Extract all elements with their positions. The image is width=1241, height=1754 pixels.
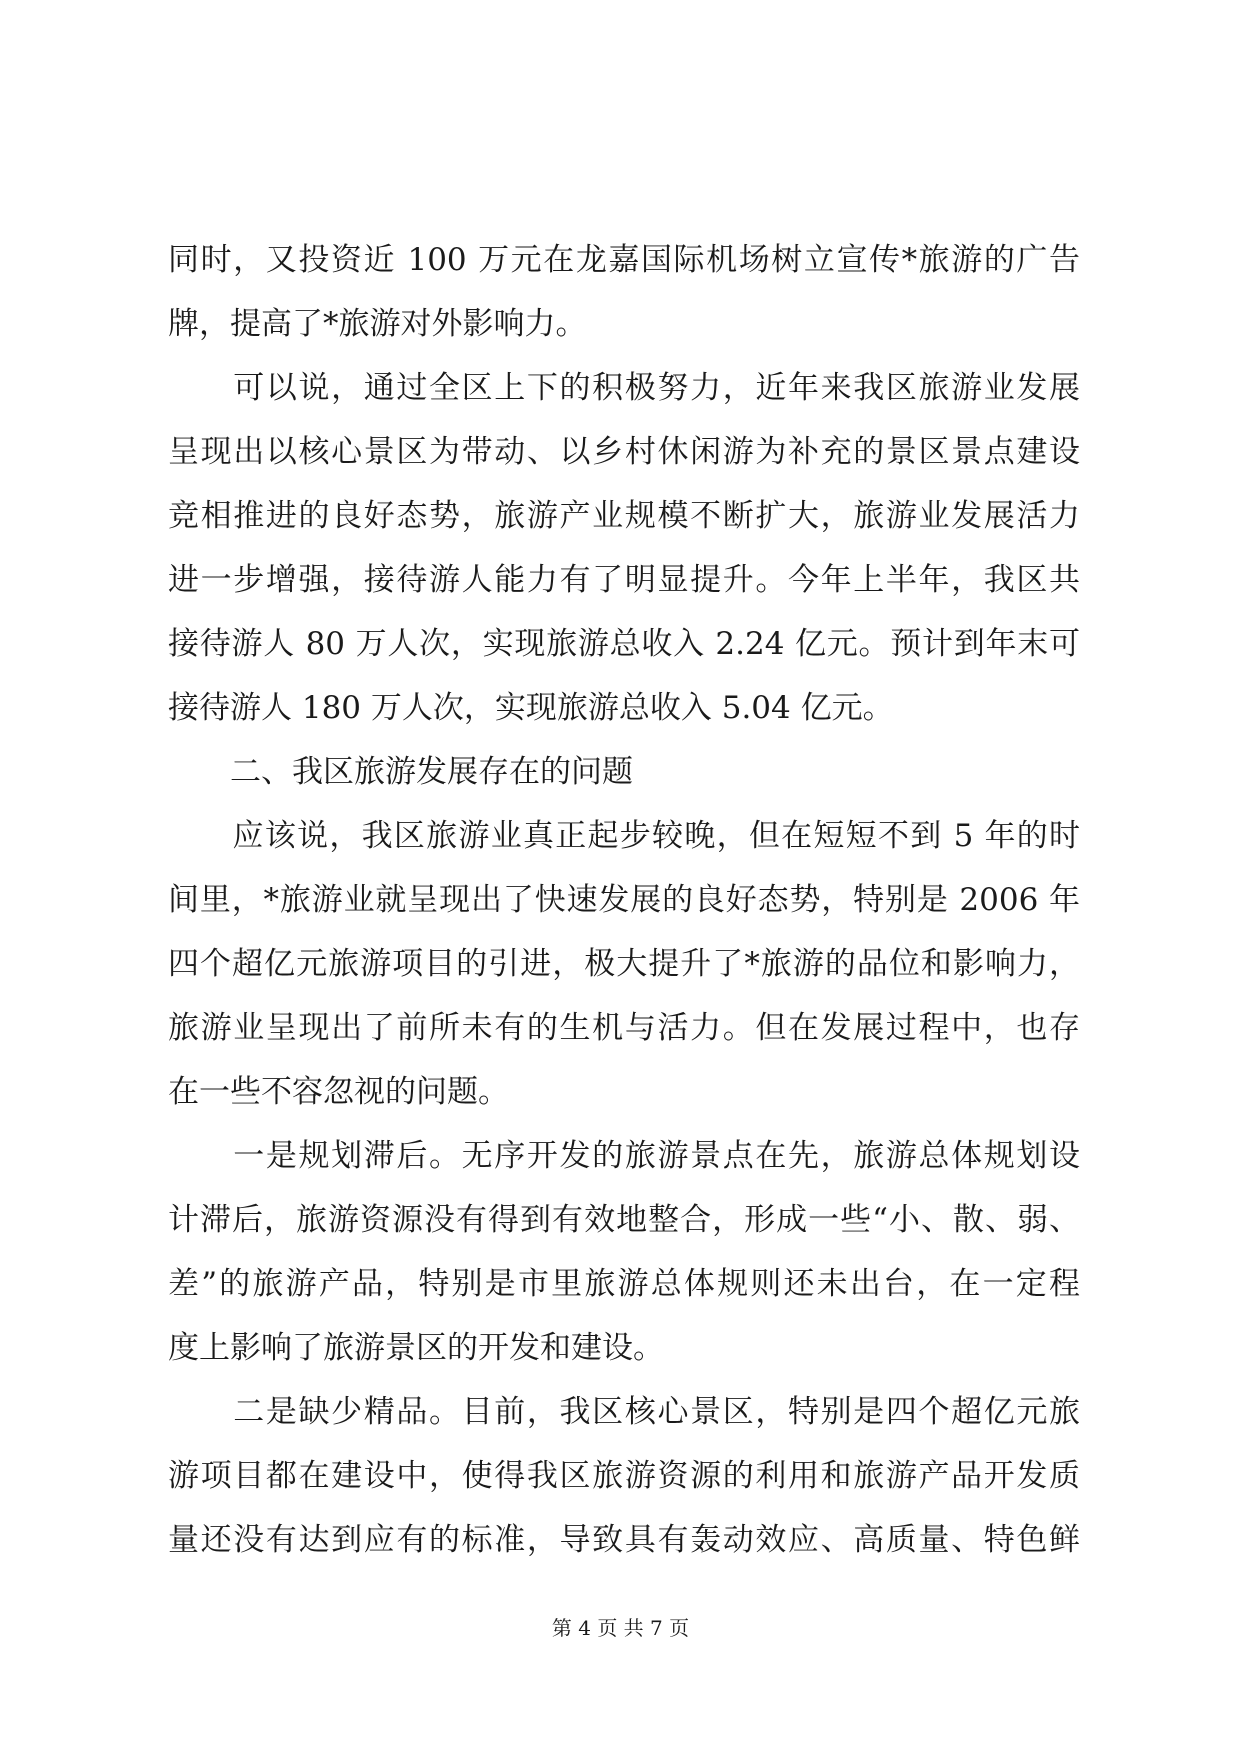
text-line: 应该说，我区旅游业真正起步较晚，但在短短不到 5 年的时: [168, 818, 1080, 854]
text-line: 游项目都在建设中，使得我区旅游资源的利用和旅游产品开发质: [168, 1458, 1080, 1494]
text-line: 旅游业呈现出了前所未有的生机与活力。但在发展过程中，也存: [168, 1010, 1080, 1046]
text-line: 计滞后，旅游资源没有得到有效地整合，形成一些“小、散、弱、: [168, 1202, 1080, 1238]
text-line: 二是缺少精品。目前，我区核心景区，特别是四个超亿元旅: [168, 1394, 1080, 1430]
page-footer: 第 4 页 共 7 页: [551, 1616, 690, 1640]
text-line: 接待游人 80 万人次，实现旅游总收入 2.24 亿元。预计到年末可: [168, 626, 1080, 662]
text-line: 一是规划滞后。无序开发的旅游景点在先，旅游总体规划设: [168, 1138, 1080, 1174]
text-line: 四个超亿元旅游项目的引进，极大提升了*旅游的品位和影响力，: [168, 946, 1080, 982]
text-line: 可以说，通过全区上下的积极努力，近年来我区旅游业发展: [168, 370, 1080, 406]
text-line: 同时，又投资近 100 万元在龙嘉国际机场树立宣传*旅游的广告: [168, 242, 1080, 278]
text-line: 差”的旅游产品，特别是市里旅游总体规则还未出台，在一定程: [168, 1266, 1080, 1302]
text-line: 竞相推进的良好态势，旅游产业规模不断扩大，旅游业发展活力: [168, 498, 1080, 534]
text-line: 间里，*旅游业就呈现出了快速发展的良好态势，特别是 2006 年: [168, 882, 1080, 918]
text-line: 呈现出以核心景区为带动、以乡村休闲游为补充的景区景点建设: [168, 434, 1080, 470]
text-line: 进一步增强，接待游人能力有了明显提升。今年上半年，我区共: [168, 562, 1080, 598]
text-line: 量还没有达到应有的标准，导致具有轰动效应、高质量、特色鲜: [168, 1522, 1080, 1558]
text-line: 度上影响了旅游景区的开发和建设。: [168, 1330, 664, 1366]
text-line: 二、我区旅游发展存在的问题: [168, 754, 633, 790]
text-line: 在一些不容忽视的问题。: [168, 1074, 509, 1110]
text-line: 接待游人 180 万人次，实现旅游总收入 5.04 亿元。: [168, 690, 894, 726]
body-text: [168, 228, 1080, 1572]
text-line: 牌，提高了*旅游对外影响力。: [168, 306, 587, 342]
